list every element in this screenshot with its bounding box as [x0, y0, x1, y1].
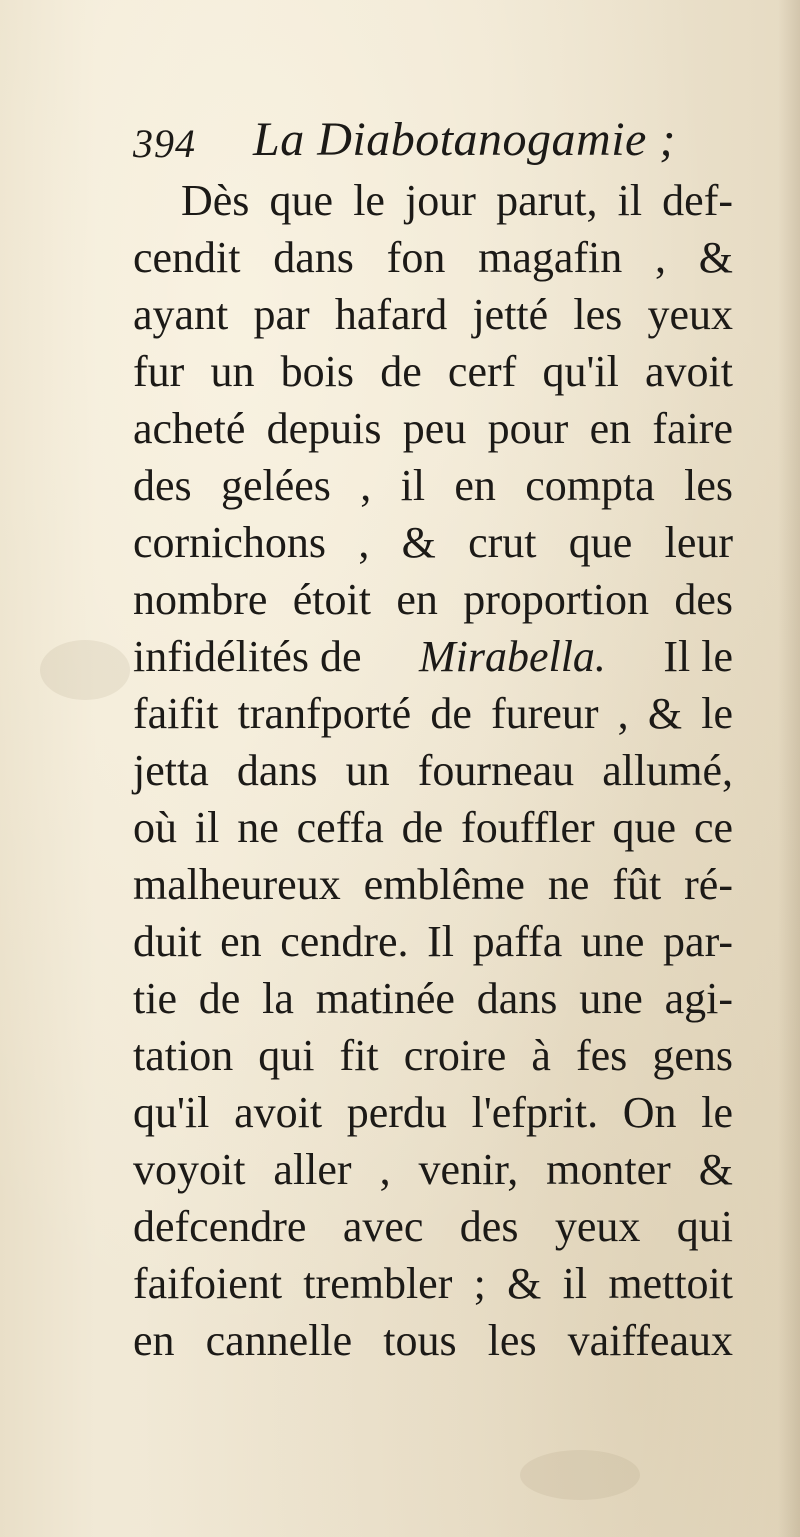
text-line: voyoit aller , venir, monter & — [133, 1145, 733, 1194]
text-line: où il ne ceffa de fouffler que ce — [133, 803, 733, 852]
text-segment: infidélités de — [133, 632, 362, 681]
text-line: nombre étoit en proportion des — [133, 575, 733, 624]
text-line: tie de la matinée dans une agi- — [133, 974, 733, 1023]
text-line — [133, 628, 733, 685]
text-line: jetta dans un fourneau allumé, — [133, 746, 733, 795]
page-edge-shadow — [778, 0, 800, 1537]
text-line: cornichons , & crut que leur — [133, 518, 733, 567]
text-line: cendit dans fon magafin , & — [133, 233, 733, 282]
text-line: en cannelle tous les vaiffeaux — [133, 1316, 733, 1365]
running-title: La Diabotanogamie ; — [253, 113, 676, 166]
text-segment: Il le — [663, 632, 733, 681]
body-text — [133, 172, 733, 1369]
text-line: Dès que le jour parut, il def- — [181, 176, 733, 225]
text-line: malheureux emblême ne fût ré- — [133, 860, 733, 909]
page-header — [133, 112, 693, 172]
italic-name: Mirabella. — [418, 632, 606, 681]
paper-stain — [40, 640, 130, 700]
text-line: fur un bois de cerf qu'il avoit — [133, 347, 733, 396]
text-line: faifoient trembler ; & il mettoit — [133, 1259, 733, 1308]
paper-stain — [520, 1450, 640, 1500]
text-line: tation qui fit croire à fes gens — [133, 1031, 733, 1080]
text-line: duit en cendre. Il paffa une par- — [133, 917, 733, 966]
text-line: defcendre avec des yeux qui — [133, 1202, 733, 1251]
text-line: ayant par hafard jetté les yeux — [133, 290, 733, 339]
text-line: des gelées , il en compta les — [133, 461, 733, 510]
text-line: acheté depuis peu pour en faire — [133, 404, 733, 453]
page-number: 394 — [133, 121, 196, 166]
text-line: qu'il avoit perdu l'efprit. On le — [133, 1088, 733, 1137]
text-line: faifit tranfporté de fureur , & le — [133, 689, 733, 738]
